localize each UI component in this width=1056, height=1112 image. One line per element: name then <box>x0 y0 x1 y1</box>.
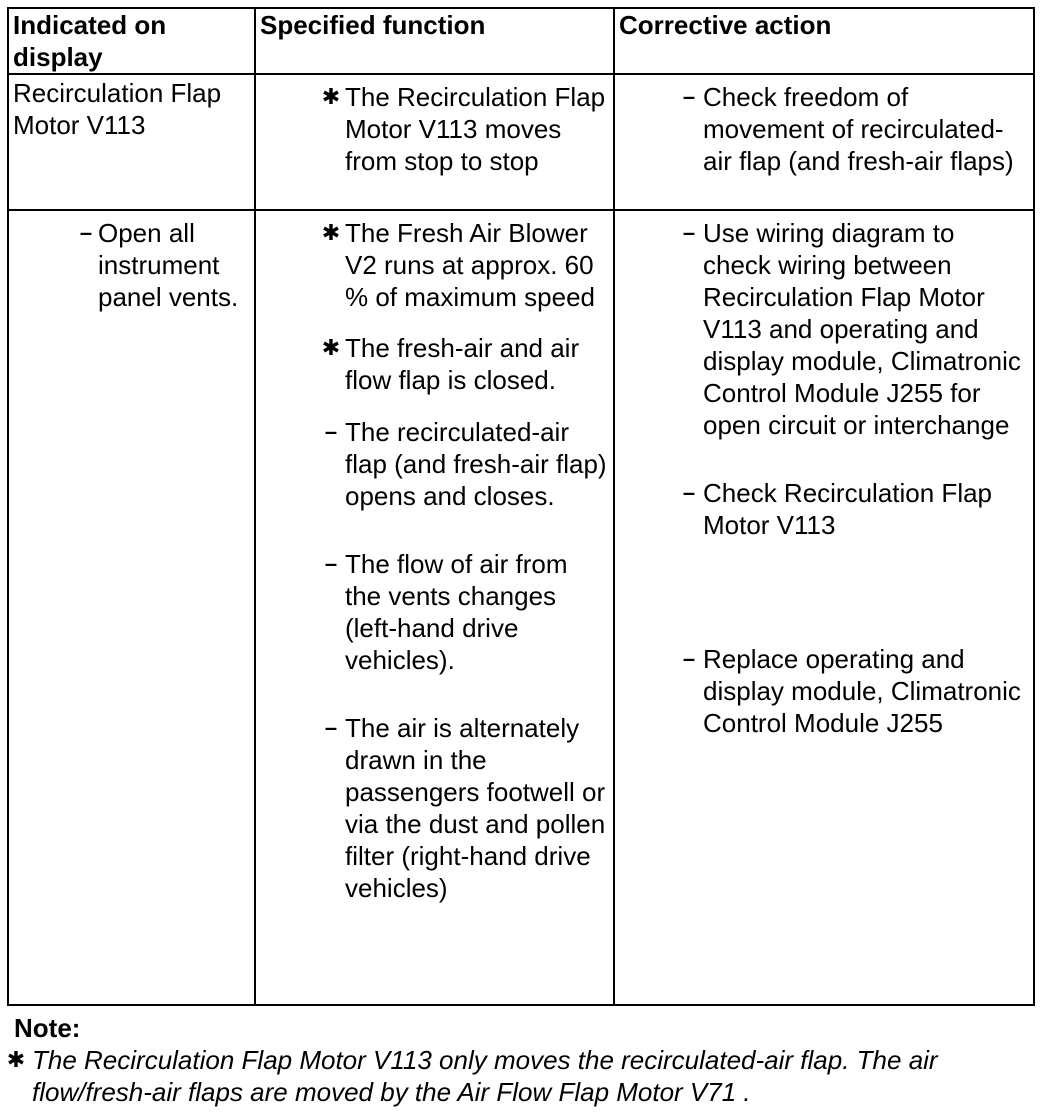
note-section <box>6 1012 1042 1108</box>
asterisk-icon: ✱ <box>6 1047 26 1072</box>
table-row <box>8 74 1034 210</box>
table-header-row <box>8 8 1034 74</box>
dash-icon: – <box>682 220 696 245</box>
header-specified-function: Specified function <box>255 8 614 74</box>
header-indicated-on-display: Indicated on display <box>8 8 255 74</box>
note-text: The Recirculation Flap Motor V113 only moves the recirculated-air flap. The air flow/fresh-air flaps are moved by the Air Flow Flap Motor V71 . <box>32 1045 938 1107</box>
list-item: – Replace operating and display module, Climatronic Control Module J255 <box>615 643 1033 739</box>
asterisk-icon: ✱ <box>321 335 341 360</box>
list-item: – Use wiring diagram to check wiring between Recirculation Flap Motor V113 and operating and display module, Climatronic Control Module J255 for open circuit or interchange <box>615 217 1033 441</box>
list-item: – The flow of air from the vents changes (left-hand drive vehicles). <box>256 548 613 676</box>
list-item: ✱ The fresh-air and air flow flap is closed. <box>321 333 580 395</box>
cell-corrective <box>614 210 1034 1005</box>
cell-indicated <box>8 210 255 1005</box>
list-item: – Check freedom of movement of recirculated-air flap (and fresh-air flaps) <box>615 81 1033 177</box>
table-row <box>8 210 1034 1005</box>
dash-icon: – <box>79 220 93 245</box>
dash-icon: – <box>682 84 696 109</box>
list-item: – Open all instrument panel vents. <box>9 217 254 313</box>
note-title: Note: <box>14 1013 81 1043</box>
cell-specified <box>255 210 614 1005</box>
list-item: – The air is alternately drawn in the passengers footwell or via the dust and pollen filter (right-hand drive vehicles) <box>256 712 613 904</box>
list-item: ✱ The Fresh Air Blower V2 runs at approx. 60 % of maximum speed <box>321 218 595 312</box>
diagnostic-table <box>7 7 1035 1006</box>
cell-specified <box>255 74 614 210</box>
list-item: – Check Recirculation Flap Motor V113 <box>615 477 1033 541</box>
note-item <box>6 1044 1042 1108</box>
header-corrective-action: Corrective action <box>614 8 1034 74</box>
indicated-text: Recirculation Flap Motor V113 <box>13 78 222 140</box>
dash-icon: – <box>324 551 338 576</box>
dash-icon: – <box>324 715 338 740</box>
dash-icon: – <box>682 646 696 671</box>
list-item: ✱ The Recirculation Flap Motor V113 moves from stop to stop <box>321 82 606 176</box>
dash-icon: – <box>324 419 338 444</box>
cell-indicated <box>8 74 255 210</box>
list-item: – The recirculated-air flap (and fresh-air flap) opens and closes. <box>256 416 613 512</box>
dash-icon: – <box>682 480 696 505</box>
cell-corrective <box>614 74 1034 210</box>
asterisk-icon: ✱ <box>321 220 341 245</box>
asterisk-icon: ✱ <box>321 84 341 109</box>
